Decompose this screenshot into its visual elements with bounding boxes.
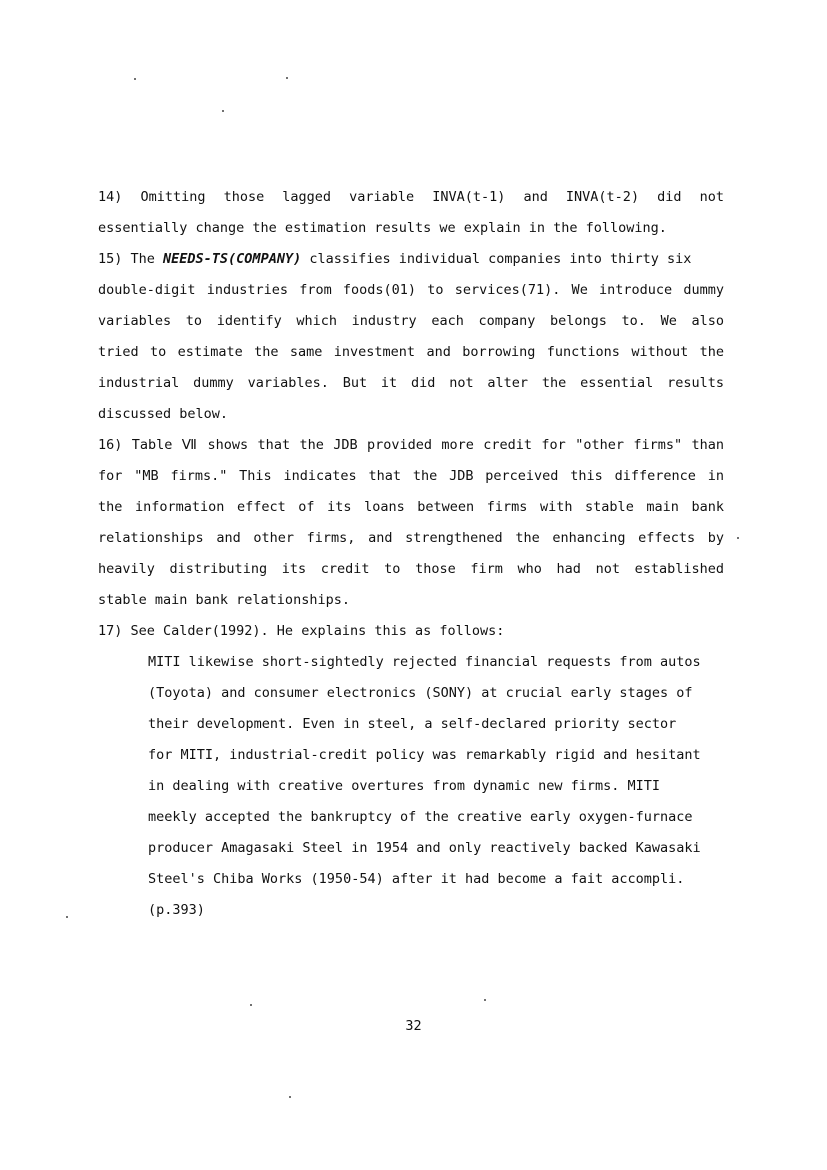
scan-speck	[286, 77, 288, 79]
note-15-line-5: industrial dummy variables. But it did not alter the essential results	[98, 375, 724, 391]
page-number: 32	[405, 1018, 422, 1034]
note-15-line-6: discussed below.	[98, 406, 229, 422]
quote-line-2: (Toyota) and consumer electronics (SONY) at crucial early stages of	[148, 685, 693, 701]
scan-speck	[250, 1004, 252, 1006]
quote-line-4: for MITI, industrial-credit policy was remarkably rigid and hesitant	[148, 747, 701, 763]
note-15-line-3: variables to identify which industry each company belongs to. We also	[98, 313, 724, 329]
note-17-line-1: 17) See Calder(1992). He explains this as follows:	[98, 623, 505, 639]
quote-line-1: MITI likewise short-sightedly rejected financial requests from autos	[148, 654, 701, 670]
footnotes	[98, 182, 724, 926]
note-16-line-5: heavily distributing its credit to those firm who had not established	[98, 561, 724, 577]
quote-line-3: their development. Even in steel, a self-declared priority sector	[148, 716, 677, 732]
note-15-lead: 15) The	[98, 251, 164, 267]
quote-line-8: Steel's Chiba Works (1950-54) after it had become a fait accompli.	[148, 871, 685, 887]
note-15-line-1	[98, 244, 724, 275]
note-15-lead-rest: classifies individual companies into thirty six	[301, 251, 692, 267]
note-16-line-6: stable main bank relationships.	[98, 592, 350, 608]
scan-speck	[66, 916, 68, 918]
calder-quotation	[98, 647, 701, 926]
scan-speck	[737, 537, 739, 539]
needs-ts-company-title: NEEDS-TS(COMPANY)	[163, 251, 302, 267]
note-16-line-4: relationships and other firms, and strengthened the enhancing effects by	[98, 530, 724, 546]
scan-speck	[134, 78, 136, 80]
quote-line-7: producer Amagasaki Steel in 1954 and only reactively backed Kawasaki	[148, 840, 701, 856]
quote-line-5: in dealing with creative overtures from dynamic new firms. MITI	[148, 778, 661, 794]
scan-speck	[289, 1096, 291, 1098]
scan-speck	[222, 110, 224, 112]
note-15-line-2: double-digit industries from foods(01) to services(71). We introduce dummy	[98, 282, 724, 298]
quote-line-6: meekly accepted the bankruptcy of the creative early oxygen-furnace	[148, 809, 693, 825]
note-14-line-1: 14) Omitting those lagged variable INVA(t-1) and INVA(t-2) did not	[98, 189, 724, 205]
note-16-line-1: 16) Table Ⅶ shows that the JDB provided more credit for "other firms" than	[98, 437, 724, 453]
quote-citation: (p.393)	[148, 902, 205, 918]
note-15-line-4: tried to estimate the same investment and borrowing functions without the	[98, 344, 724, 360]
scan-speck	[484, 999, 486, 1001]
note-16-line-3: the information effect of its loans between firms with stable main bank	[98, 499, 724, 515]
note-16-line-2: for "MB firms." This indicates that the JDB perceived this difference in	[98, 468, 724, 484]
note-14-line-2: essentially change the estimation results we explain in the following.	[98, 220, 667, 236]
